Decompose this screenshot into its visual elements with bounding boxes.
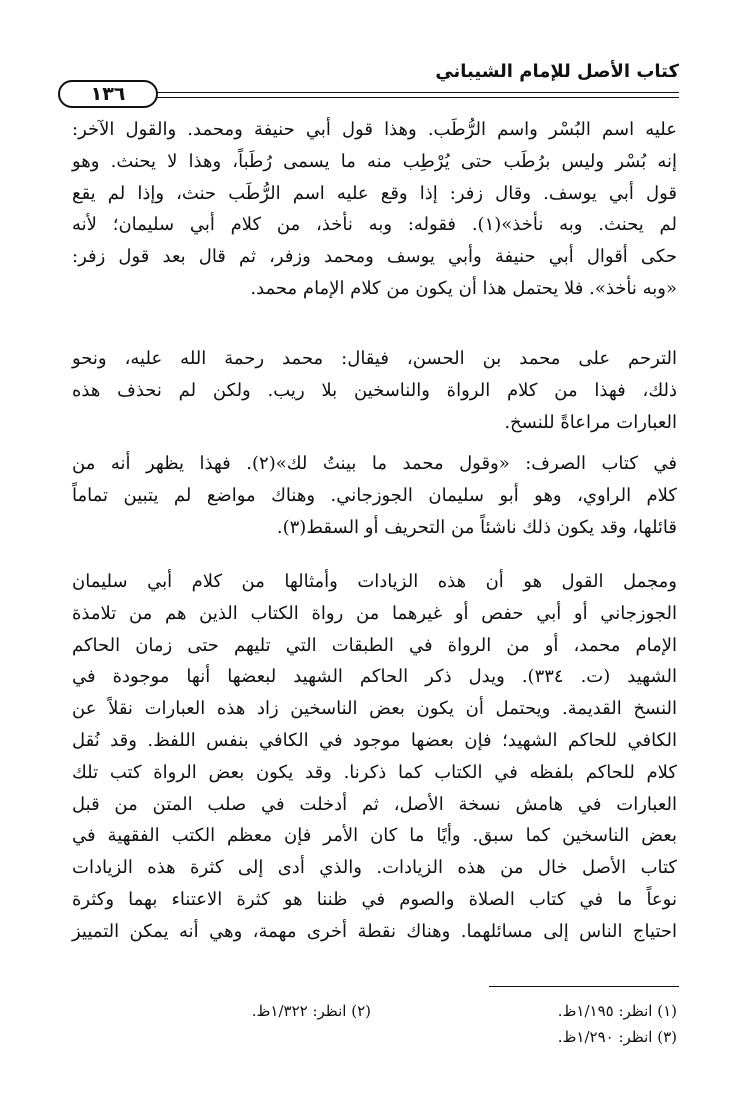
- footnote-3: (٣) انظر: ١/٢٩٠ظ.: [557, 1028, 677, 1046]
- text-line: ذلك، فهذا من كلام الرواة والناسخين بلا ريب. ولكن لم نحذف هذه: [72, 379, 677, 401]
- text-line: احتياج الناس إلى مسائلهما. وهناك نقطة أخرى مهمة، وهي أنه يمكن التمييز: [72, 920, 677, 942]
- text-line: الترحم على محمد بن الحسن، فيقال: محمد رحمة الله عليه، ونحو: [72, 348, 677, 369]
- header-rule-bottom: [92, 97, 679, 98]
- header-rule-top: [92, 92, 679, 93]
- text-line: الكافي للحاكم الشهيد؛ فإن بعضها موجود في الكافي بنفس اللفظ. وقد نُقل: [72, 729, 677, 751]
- paragraph-2: [72, 343, 677, 438]
- text-line: عليه اسم البُسْر واسم الرُّطَب. وهذا قول أبي حنيفة ومحمد. والقول الآخر:: [72, 119, 677, 140]
- text-line: قول أبي يوسف. وقال زفر: إذا وقع عليه اسم الرُّطَب حنث، وإذا لم يقع: [72, 182, 677, 204]
- paragraph-4: [72, 566, 677, 948]
- text-line: كلام الراوي، وهو أبو سليمان الجوزجاني. وهناك مواضع لم يتبين تماماً: [72, 484, 677, 506]
- text-line: حكى أقوال أبي حنيفة وأبي يوسف ومحمد وزفر، ثم قال بعد قول زفر:: [72, 246, 677, 268]
- text-line: نوعاً ما في كتاب الصلاة والصوم في ظننا هو كثرة الاعتناء بهما وكثرة: [72, 888, 677, 910]
- paragraph-1: [72, 114, 677, 305]
- text-line: كتاب الأصل خال من هذه الزيادات. والذي أدى إلى كثرة هذه الزيادات: [72, 857, 677, 879]
- footnote-2: (٢) انظر: ١/٣٢٢ظ.: [251, 1002, 371, 1020]
- text-line: العبارات في هامش نسخة الأصل، ثم أدخلت في صلب المتن من قبل: [72, 793, 677, 815]
- footnote-separator: [489, 986, 679, 987]
- running-header-title: كتاب الأصل للإمام الشيباني: [435, 61, 679, 82]
- text-line: في كتاب الصرف: «وقول محمد ما بينتُ لك»(٢). فهذا يظهر أنه من: [72, 453, 677, 474]
- text-line: النسخ القديمة. ويحتمل أن يكون بعض الناسخين زاد هذه العبارات نقلاً عن: [72, 698, 677, 720]
- text-line: ومجمل القول هو أن هذه الزيادات وأمثالها من كلام أبي سليمان: [72, 571, 677, 592]
- text-line: العبارات مراعاةً للنسخ.: [504, 411, 677, 433]
- footnote-1: (١) انظر: ١/١٩٥ظ.: [557, 1002, 677, 1020]
- text-line: الشهيد (ت. ٣٣٤). ويدل ذكر الحاكم الشهيد لبعضها أنها موجودة في: [72, 666, 677, 688]
- text-line: قائلها، وقد يكون ذلك ناشئاً من التحريف أو السقط(٣).: [276, 516, 677, 538]
- text-line: بعض الناسخين كما سبق. وأيًا ما كان الأمر فإن معظم الكتب الفقهية في: [72, 825, 677, 847]
- text-line: لم يحنث. وبه نأخذ»(١). فقوله: وبه نأخذ، من كلام أبي سليمان؛ لأنه: [72, 214, 678, 236]
- text-line: كلام للحاكم بلفظه في الكتاب كما ذكرنا. وقد يكون بعض الرواة كتب تلك: [72, 761, 677, 783]
- page-number-badge: ١٣٦: [58, 80, 158, 108]
- text-line: الجوزجاني أو أبي حفص أو غيرهما من رواة الكتاب الذين هم من تلامذة: [72, 602, 677, 624]
- text-line: «وبه نأخذ». فلا يحتمل هذا أن يكون من كلام الإمام محمد.: [250, 277, 677, 299]
- text-line: إنه بُسْر وليس برُطَب حتى يُرْطِب منه ما يسمى رُطَباً، وهذا لا يحنث. وهو: [72, 150, 677, 172]
- text-line: الإمام محمد، أو من الرواة في الطبقات التي تليهم حتى زمان الحاكم: [72, 634, 677, 656]
- paragraph-3: [72, 448, 677, 543]
